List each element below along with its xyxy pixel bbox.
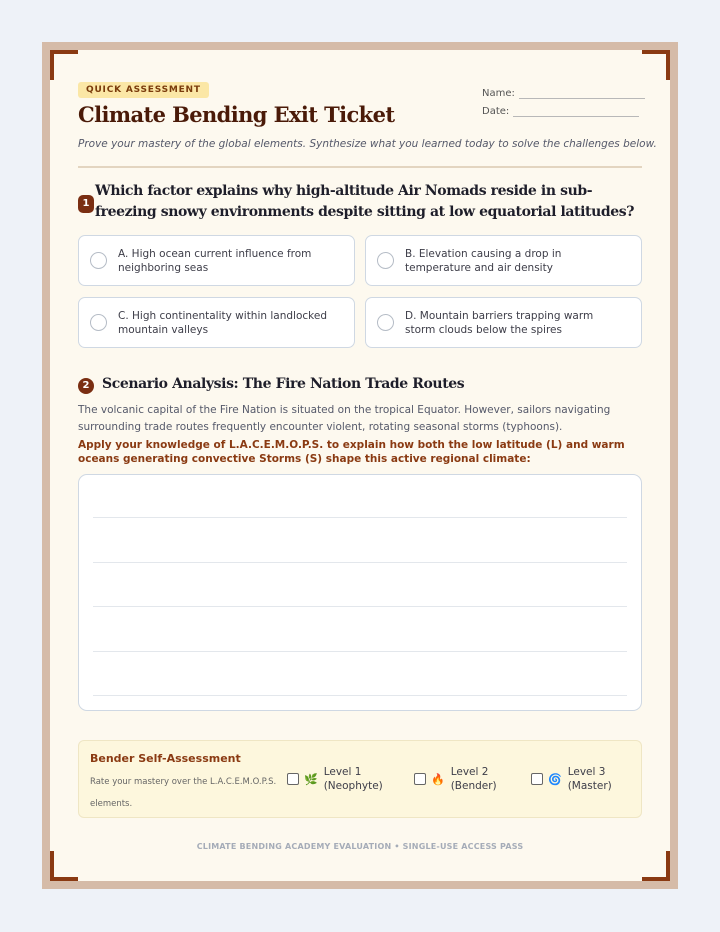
option-a-radio[interactable] xyxy=(90,252,107,269)
page-title: Climate Bending Exit Ticket xyxy=(78,102,395,127)
page-subtitle: Prove your mastery of the global elements. Synthesize what you learned today to solve the challenges below. xyxy=(78,138,657,150)
answer-rule-line xyxy=(93,606,627,607)
level-3-label: Level 3 (Master) xyxy=(567,766,612,792)
option-d-radio[interactable] xyxy=(377,314,394,331)
date-label: Date: xyxy=(482,106,510,117)
name-line[interactable] xyxy=(519,88,645,99)
question-2-body: The volcanic capital of the Fire Nation is situated on the tropical Equator. However, sailors navigating surrounding trade routes frequently encounter violent, rotating seasonal storms (typhoons). xyxy=(78,404,611,433)
answer-textarea[interactable] xyxy=(78,474,642,711)
corner-ornament-bottom-right xyxy=(642,851,670,881)
question-2-title: Scenario Analysis: The Fire Nation Trade Routes xyxy=(102,376,465,392)
name-field[interactable] xyxy=(482,88,645,99)
option-a[interactable] xyxy=(78,235,355,286)
option-c[interactable] xyxy=(78,297,355,348)
option-a-label: A. High ocean current influence from neighboring seas xyxy=(118,247,312,274)
level-3-checkbox[interactable] xyxy=(531,773,543,785)
level-2-option[interactable] xyxy=(414,765,501,793)
question-2-prompt: Apply your knowledge of L.A.C.E.M.O.P.S. to explain how both the low latitude (L) and warm oceans generating convective Storms (S) shape this active regional climate: xyxy=(78,439,625,465)
fire-icon: 🔥 xyxy=(431,772,445,786)
answer-rule-line xyxy=(93,695,627,696)
option-b-radio[interactable] xyxy=(377,252,394,269)
level-1-label: Level 1 (Neophyte) xyxy=(323,766,383,792)
option-b-label: B. Elevation causing a drop in temperature and air density xyxy=(405,247,562,274)
question-1-number: 1 xyxy=(78,195,94,213)
option-b[interactable] xyxy=(365,235,642,286)
self-assessment-description: Rate your mastery over the L.A.C.E.M.O.P.S. elements. xyxy=(90,777,277,809)
corner-ornament-bottom-left xyxy=(50,851,78,881)
level-2-checkbox[interactable] xyxy=(414,773,426,785)
level-1-option[interactable] xyxy=(287,765,386,793)
answer-rule-line xyxy=(93,651,627,652)
self-assessment-panel xyxy=(78,740,642,818)
corner-ornament-top-left xyxy=(50,50,78,80)
level-1-checkbox[interactable] xyxy=(287,773,299,785)
name-label: Name: xyxy=(482,88,515,99)
option-d-label: D. Mountain barriers trapping warm storm clouds below the spires xyxy=(405,309,594,336)
option-d[interactable] xyxy=(365,297,642,348)
quick-assessment-badge: QUICK ASSESSMENT xyxy=(78,82,209,98)
option-c-label: C. High continentality within landlocked mountain valleys xyxy=(118,309,327,336)
date-line[interactable] xyxy=(513,106,639,117)
date-field[interactable] xyxy=(482,106,639,117)
self-assessment-title: Bender Self-Assessment xyxy=(90,752,241,765)
answer-rule-line xyxy=(93,562,627,563)
answer-rule-line xyxy=(93,517,627,518)
level-3-option[interactable] xyxy=(531,765,618,793)
question-1-text: Which factor explains why high-altitude Air Nomads reside in sub-freezing snowy environments despite sitting at low equatorial latitudes? xyxy=(95,183,635,220)
level-2-label: Level 2 (Bender) xyxy=(450,766,497,792)
page-footer: CLIMATE BENDING ACADEMY EVALUATION • SINGLE-USE ACCESS PASS xyxy=(196,842,524,851)
question-2-number: 2 xyxy=(78,378,94,394)
cyclone-icon: 🌀 xyxy=(548,772,562,786)
corner-ornament-top-right xyxy=(642,50,670,80)
option-c-radio[interactable] xyxy=(90,314,107,331)
header-divider xyxy=(78,166,642,168)
leaf-icon: 🌿 xyxy=(304,772,318,786)
